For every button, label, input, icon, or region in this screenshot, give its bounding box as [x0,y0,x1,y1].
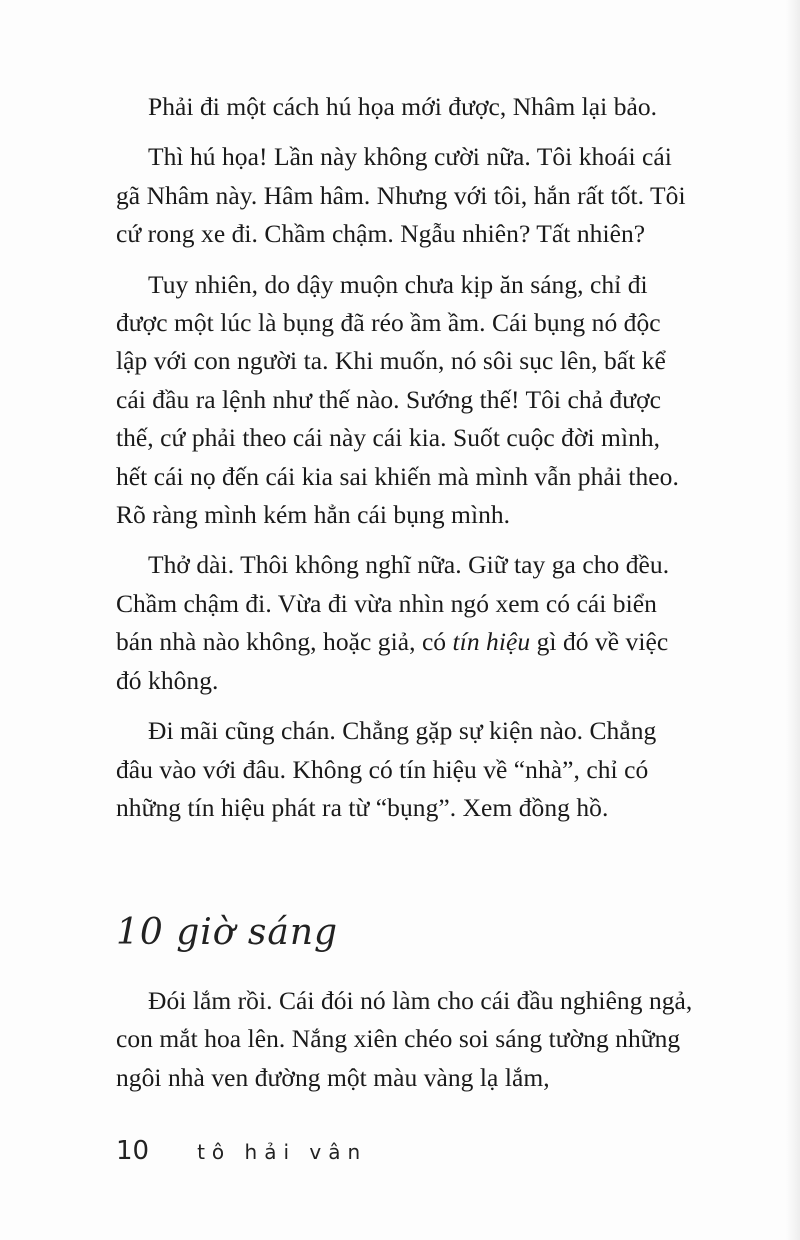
paragraph-2 [116,138,696,253]
paragraph-text: Phải đi một cách hú họa mới được, Nhâm lại bảo. [148,92,658,121]
paragraph-1 [116,88,696,126]
paragraph-text: Đi mãi cũng chán. Chẳng gặp sự kiện nào. Chẳng đâu vào với đâu. Không có tín hiệu về “nhà”, chỉ có những tín hiệu phát ra từ “bụng”. Xem đồng hồ. [116,716,657,822]
page-number: 10 [116,1136,150,1166]
section-body [116,982,696,1109]
paragraph-text: gì đó về việc đó không. [116,627,669,695]
paragraph-4 [116,546,696,700]
body-text [116,88,696,839]
paragraph-text: Tuy nhiên, do dậy muộn chưa kịp ăn sáng, chỉ đi được một lúc là bụng đã réo ầm ầm. Cái bụng nó độc lập với con người ta. Khi muốn, nó sôi sục lên, bất kể cái đầu ra lệnh như thế nào. Sướng thế! Tôi chả được thế, cứ phải theo cái này cái kia. Suốt cuộc đời mình, hết cái nọ đến cái kia sai khiến mà mình vẫn phải theo. Rõ ràng mình kém hẳn cái bụng mình. [116,269,679,530]
page-edge-shadow [786,0,800,1240]
page-footer [116,1136,367,1166]
author-name: tô hải vân [197,1140,368,1164]
paragraph-3 [116,266,696,535]
paragraph-5 [116,712,696,827]
paragraph-text: Thở dài. Thôi không nghĩ nữa. Giữ tay ga cho đều. Chầm chậm đi. Vừa đi vừa nhìn ngó xem có cái biển bán nhà nào không, hoặc giả, có [116,550,670,657]
paragraph-text: Thì hú họa! Lần này không cười nữa. Tôi khoái cái gã Nhâm này. Hâm hâm. Nhưng với tôi, hắn rất tốt. Tôi cứ rong xe đi. Chầm chậm. Ngẫu nhiên? Tất nhiên? [116,142,686,249]
section-paragraph: Đói lắm rồi. Cái đói nó làm cho cái đầu nghiêng ngả, con mắt hoa lên. Nắng xiên chéo soi sáng tường những ngôi nhà ven đường một màu vàng lạ lắm, [116,986,693,1092]
emphasized-text: tín hiệu [452,627,531,657]
section-heading: 10 giờ sáng [116,912,339,953]
